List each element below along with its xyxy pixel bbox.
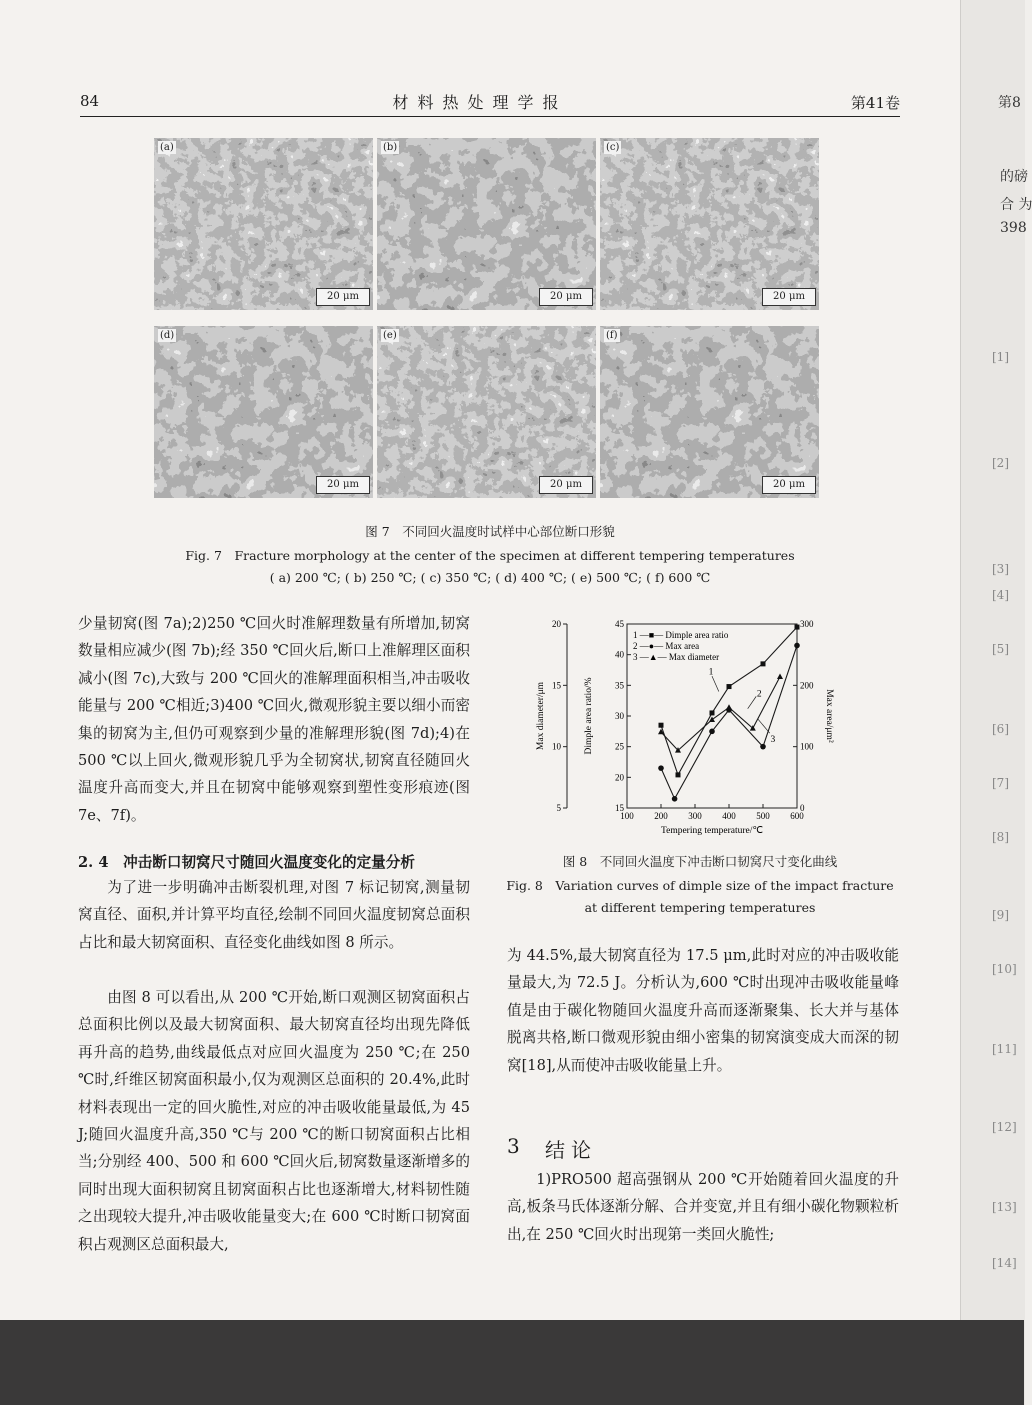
panel-label: (a)	[160, 142, 174, 153]
data-point-square	[761, 661, 766, 666]
data-point-circle	[760, 744, 766, 750]
next-page-reference: [2]	[992, 456, 1009, 470]
max-area-tick-label: 0	[800, 803, 805, 813]
next-page-reference: [10]	[992, 962, 1017, 976]
panel-label: (d)	[160, 330, 175, 341]
next-page-reference: [8]	[992, 830, 1009, 844]
next-page-text-fragment: 合 为	[1000, 197, 1032, 213]
section-3-title: 结论	[545, 1138, 597, 1162]
legend-entry: 2 —●— Max area	[633, 641, 700, 651]
x-tick-label: 100	[620, 811, 634, 821]
data-point-square	[676, 772, 681, 777]
max-diameter-axis-label: Max diameter/μm	[536, 681, 546, 751]
scanner-background	[0, 1320, 1024, 1405]
figure7-caption-sub: ( a) 200 ℃; ( b) 250 ℃; ( c) 350 ℃; ( d) 400 ℃; ( e) 500 ℃; ( f) 600 ℃	[269, 570, 711, 585]
sem-image-a	[154, 138, 373, 310]
data-point-circle	[658, 765, 664, 771]
curve-label-1: 1	[708, 667, 714, 678]
sem-image-f	[600, 326, 819, 498]
curve-label-3: 3	[770, 734, 776, 745]
next-page-reference: [6]	[992, 722, 1009, 736]
sem-image-c	[600, 138, 819, 310]
data-point-circle	[709, 729, 715, 735]
legend-entry: 3 —▲— Max diameter	[633, 652, 720, 662]
dimple-ratio-tick-label: 15	[615, 803, 624, 813]
series-line	[661, 677, 780, 751]
max-diameter-tick-label: 15	[552, 680, 561, 691]
dimple-ratio-tick-label: 30	[615, 711, 624, 721]
series-line	[661, 645, 797, 798]
left-para-2: 为了进一步明确冲击断裂机理,对图 7 标记韧窝,测量韧窝直径、面积,并计算平均直径,绘制不同回火温度韧窝总面积占比和最大韧窝面积、直径变化曲线如图 8 所示。	[78, 879, 470, 951]
x-tick-label: 400	[722, 811, 736, 821]
max-diameter-tick-label: 20	[552, 619, 561, 629]
right-para-2: 1)PRO500 超高强钢从 200 ℃开始随着回火温度的升高,板条马氏体逐渐分解、合并变宽,并且有细小碳化物颗粒析出,在 250 ℃回火时出现第一类回火脆性;	[507, 1171, 899, 1243]
figure7-caption-en: Fig. 7 Fracture morphology at the center of the specimen at different tempering temperatures	[185, 548, 795, 563]
left-para-3: 由图 8 可以看出,从 200 ℃开始,断口观测区韧窝面积占总面积比例以及最大韧窝面积、最大韧窝直径均出现先降低再升高的趋势,曲线最低点对应回火温度为 250 ℃;在 250 ℃时,纤维区韧窝面积最小,仅为观测区总面积的 20.4%,此时材料表现出一定的回火脆性,对应的冲击吸收能量最低,为 45 J;随回火温度升高,350 ℃与 200 ℃的断口韧窝面积占比相当;分别经 400、500 和 600 ℃回火后,韧窝数量逐渐增多的同时出现大面积韧窝且韧窝面积占比也逐渐增大,材料韧性随之出现较大提升,冲击吸收能量变大;在 600 ℃时断口韧窝面积占观测区总面积最大,	[78, 989, 470, 1253]
x-tick-label: 300	[688, 811, 702, 821]
dimple-ratio-tick-label: 35	[615, 680, 624, 691]
header-rule	[80, 116, 900, 117]
panel-label: (c)	[606, 142, 620, 153]
section-heading-2-4: 2. 4 冲击断口韧窝尺寸随回火温度变化的定量分析	[78, 854, 415, 871]
max-area-tick-label: 300	[800, 619, 814, 629]
sem-image-e	[377, 326, 596, 498]
figure8-caption-en-1: Fig. 8 Variation curves of dimple size of the impact fracture	[506, 878, 894, 893]
sem-image-b	[377, 138, 596, 310]
scale-bar: 20 μm	[762, 476, 816, 494]
panel-label: (e)	[383, 330, 397, 341]
scale-bar: 20 μm	[539, 476, 593, 494]
data-point-square	[727, 684, 732, 689]
scale-bar: 20 μm	[762, 288, 816, 306]
curve-label-leader	[758, 719, 770, 733]
next-page-reference: [13]	[992, 1200, 1017, 1214]
figure8-chart	[535, 612, 835, 842]
next-page-reference: [11]	[992, 1042, 1017, 1056]
dimple-ratio-axis-label: Dimple area ratio/%	[584, 677, 594, 755]
scale-bar: 20 μm	[539, 288, 593, 306]
max-area-tick-label: 100	[800, 741, 814, 752]
section-3-number: 3	[507, 1134, 520, 1158]
dimple-ratio-tick-label: 25	[615, 741, 624, 752]
figure8-caption-cn: 图 8 不同回火温度下冲击断口韧窝尺寸变化曲线	[562, 854, 838, 869]
next-page-reference: [14]	[992, 1256, 1017, 1270]
x-axis-label: Tempering temperature/℃	[660, 826, 764, 836]
volume-label: 第41卷	[850, 94, 900, 112]
scale-bar: 20 μm	[316, 288, 370, 306]
dimple-ratio-tick-label: 45	[615, 619, 624, 629]
data-point-square	[659, 723, 664, 728]
dimple-ratio-tick-label: 20	[615, 772, 624, 783]
page-number: 84	[80, 92, 100, 110]
journal-title: 材料热处理学报	[392, 93, 568, 112]
panel-label: (b)	[383, 142, 398, 153]
x-tick-label: 600	[790, 811, 804, 821]
panel-label: (f)	[606, 330, 618, 341]
left-para-1: 少量韧窝(图 7a);2)250 ℃回火时准解理数量有所增加,韧窝数量相应减少(图 7b);经 350 ℃回火后,断口上准解理区面积减小(图 7c),大致与 200 ℃回火的准解理面积相当,冲击吸收能量与 200 ℃相近;3)400 ℃回火,微观形貌主要以细小而密集的韧窝为主,但仍可观察到少量的准解理形貌(图 7d);4)在 500 ℃以上回火,微观形貌几乎为全韧窝状,韧窝直径随回火温度升高而变大,并且在韧窝中能够观察到塑性变形痕迹(图 7e、7f)。	[78, 615, 470, 824]
figure7-caption-cn: 图 7 不同回火温度时试样中心部位断口形貌	[365, 524, 615, 539]
max-area-axis-label: Max area/μm²	[824, 689, 834, 743]
legend-entry: 1 —■— Dimple area ratio	[633, 630, 729, 640]
dimple-ratio-tick-label: 40	[615, 649, 624, 660]
sem-image-d	[154, 326, 373, 498]
scale-bar: 20 μm	[316, 476, 370, 494]
max-area-tick-label: 200	[800, 680, 814, 691]
data-point-triangle	[777, 674, 783, 680]
max-diameter-tick-label: 5	[556, 803, 561, 813]
max-diameter-tick-label: 10	[552, 741, 561, 752]
next-page-reference: [7]	[992, 776, 1009, 790]
next-page-reference: [3]	[992, 562, 1009, 576]
figure8-caption-en-2: at different tempering temperatures	[584, 900, 816, 915]
next-page-reference: [5]	[992, 642, 1009, 656]
next-page-reference: [12]	[992, 1120, 1017, 1134]
data-point-circle	[672, 796, 678, 802]
next-page-text-fragment: 的磅	[1000, 169, 1028, 185]
next-page-reference: [4]	[992, 588, 1009, 602]
next-page-header-fragment: 第8	[998, 95, 1021, 111]
data-point-square	[710, 710, 715, 715]
next-page-reference: [9]	[992, 908, 1009, 922]
data-point-triangle	[726, 704, 732, 710]
x-tick-label: 200	[654, 811, 668, 821]
data-point-circle	[794, 643, 800, 649]
data-point-square	[795, 625, 800, 630]
next-page-reference: [1]	[992, 350, 1009, 364]
right-para-1: 为 44.5%,最大韧窝直径为 17.5 μm,此时对应的冲击吸收能量最大,为 72.5 J。分析认为,600 ℃时出现冲击吸收能量峰值是由于碳化物随回火温度升高而逐渐聚集、长大并与基体脱离共格,断口微观形貌由细小密集的韧窝演变成大而深的韧窝[18],从而使冲击吸收能量上升。	[507, 947, 899, 1074]
next-page-text-fragment: 398	[1000, 220, 1027, 236]
x-tick-label: 500	[756, 811, 770, 821]
curve-label-2: 2	[756, 689, 762, 700]
curve-label-leader	[712, 676, 719, 691]
curve-label-leader	[748, 696, 757, 708]
